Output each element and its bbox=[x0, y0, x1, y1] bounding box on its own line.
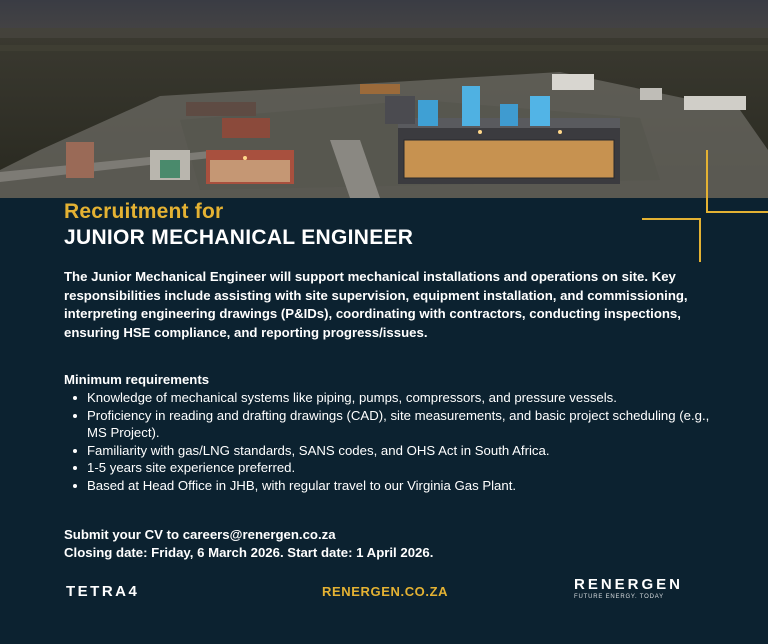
gold-frame-line bbox=[699, 218, 701, 262]
recruitment-kicker: Recruitment for bbox=[64, 200, 224, 223]
website-link[interactable]: RENERGEN.CO.ZA bbox=[322, 584, 449, 599]
job-description: The Junior Mechanical Engineer will support mechanical installations and operations on site. Key responsibilities include assisting with site supervision, equipment installation, and commissioning, interpreting engineering drawings (P&IDs), coordinating with contractors, conducting inspections, ensuring HSE compliance, and reporting progress/issues. bbox=[64, 269, 688, 340]
gold-frame-line bbox=[706, 211, 768, 213]
application-info bbox=[64, 526, 433, 562]
tetra4-logo: TETRA4 bbox=[66, 583, 140, 600]
requirement-item: 1-5 years site experience preferred. bbox=[87, 459, 727, 477]
requirement-item: Proficiency in reading and drafting drawings (CAD), site measurements, and basic project scheduling (e.g., MS Project). bbox=[87, 407, 727, 442]
gold-frame-line bbox=[706, 150, 708, 213]
job-title: JUNIOR MECHANICAL ENGINEER bbox=[64, 226, 414, 249]
renergen-tagline: FUTURE ENERGY. TODAY bbox=[574, 594, 664, 600]
requirement-item: Knowledge of mechanical systems like piping, pumps, compressors, and pressure vessels. bbox=[87, 389, 727, 407]
gold-frame-line bbox=[642, 218, 700, 220]
requirements-list bbox=[64, 389, 727, 494]
submit-cv-line[interactable]: Submit your CV to careers@renergen.co.za bbox=[64, 527, 336, 542]
requirements-heading: Minimum requirements bbox=[64, 372, 210, 387]
renergen-wordmark: RENERGEN bbox=[574, 576, 684, 593]
requirement-item: Familiarity with gas/LNG standards, SANS codes, and OHS Act in South Africa. bbox=[87, 442, 727, 460]
dates-line: Closing date: Friday, 6 March 2026. Start date: 1 April 2026. bbox=[64, 545, 434, 560]
aerial-gas-plant-photo bbox=[0, 0, 768, 198]
requirement-item: Based at Head Office in JHB, with regular travel to our Virginia Gas Plant. bbox=[87, 477, 727, 495]
renergen-logo bbox=[574, 576, 708, 600]
